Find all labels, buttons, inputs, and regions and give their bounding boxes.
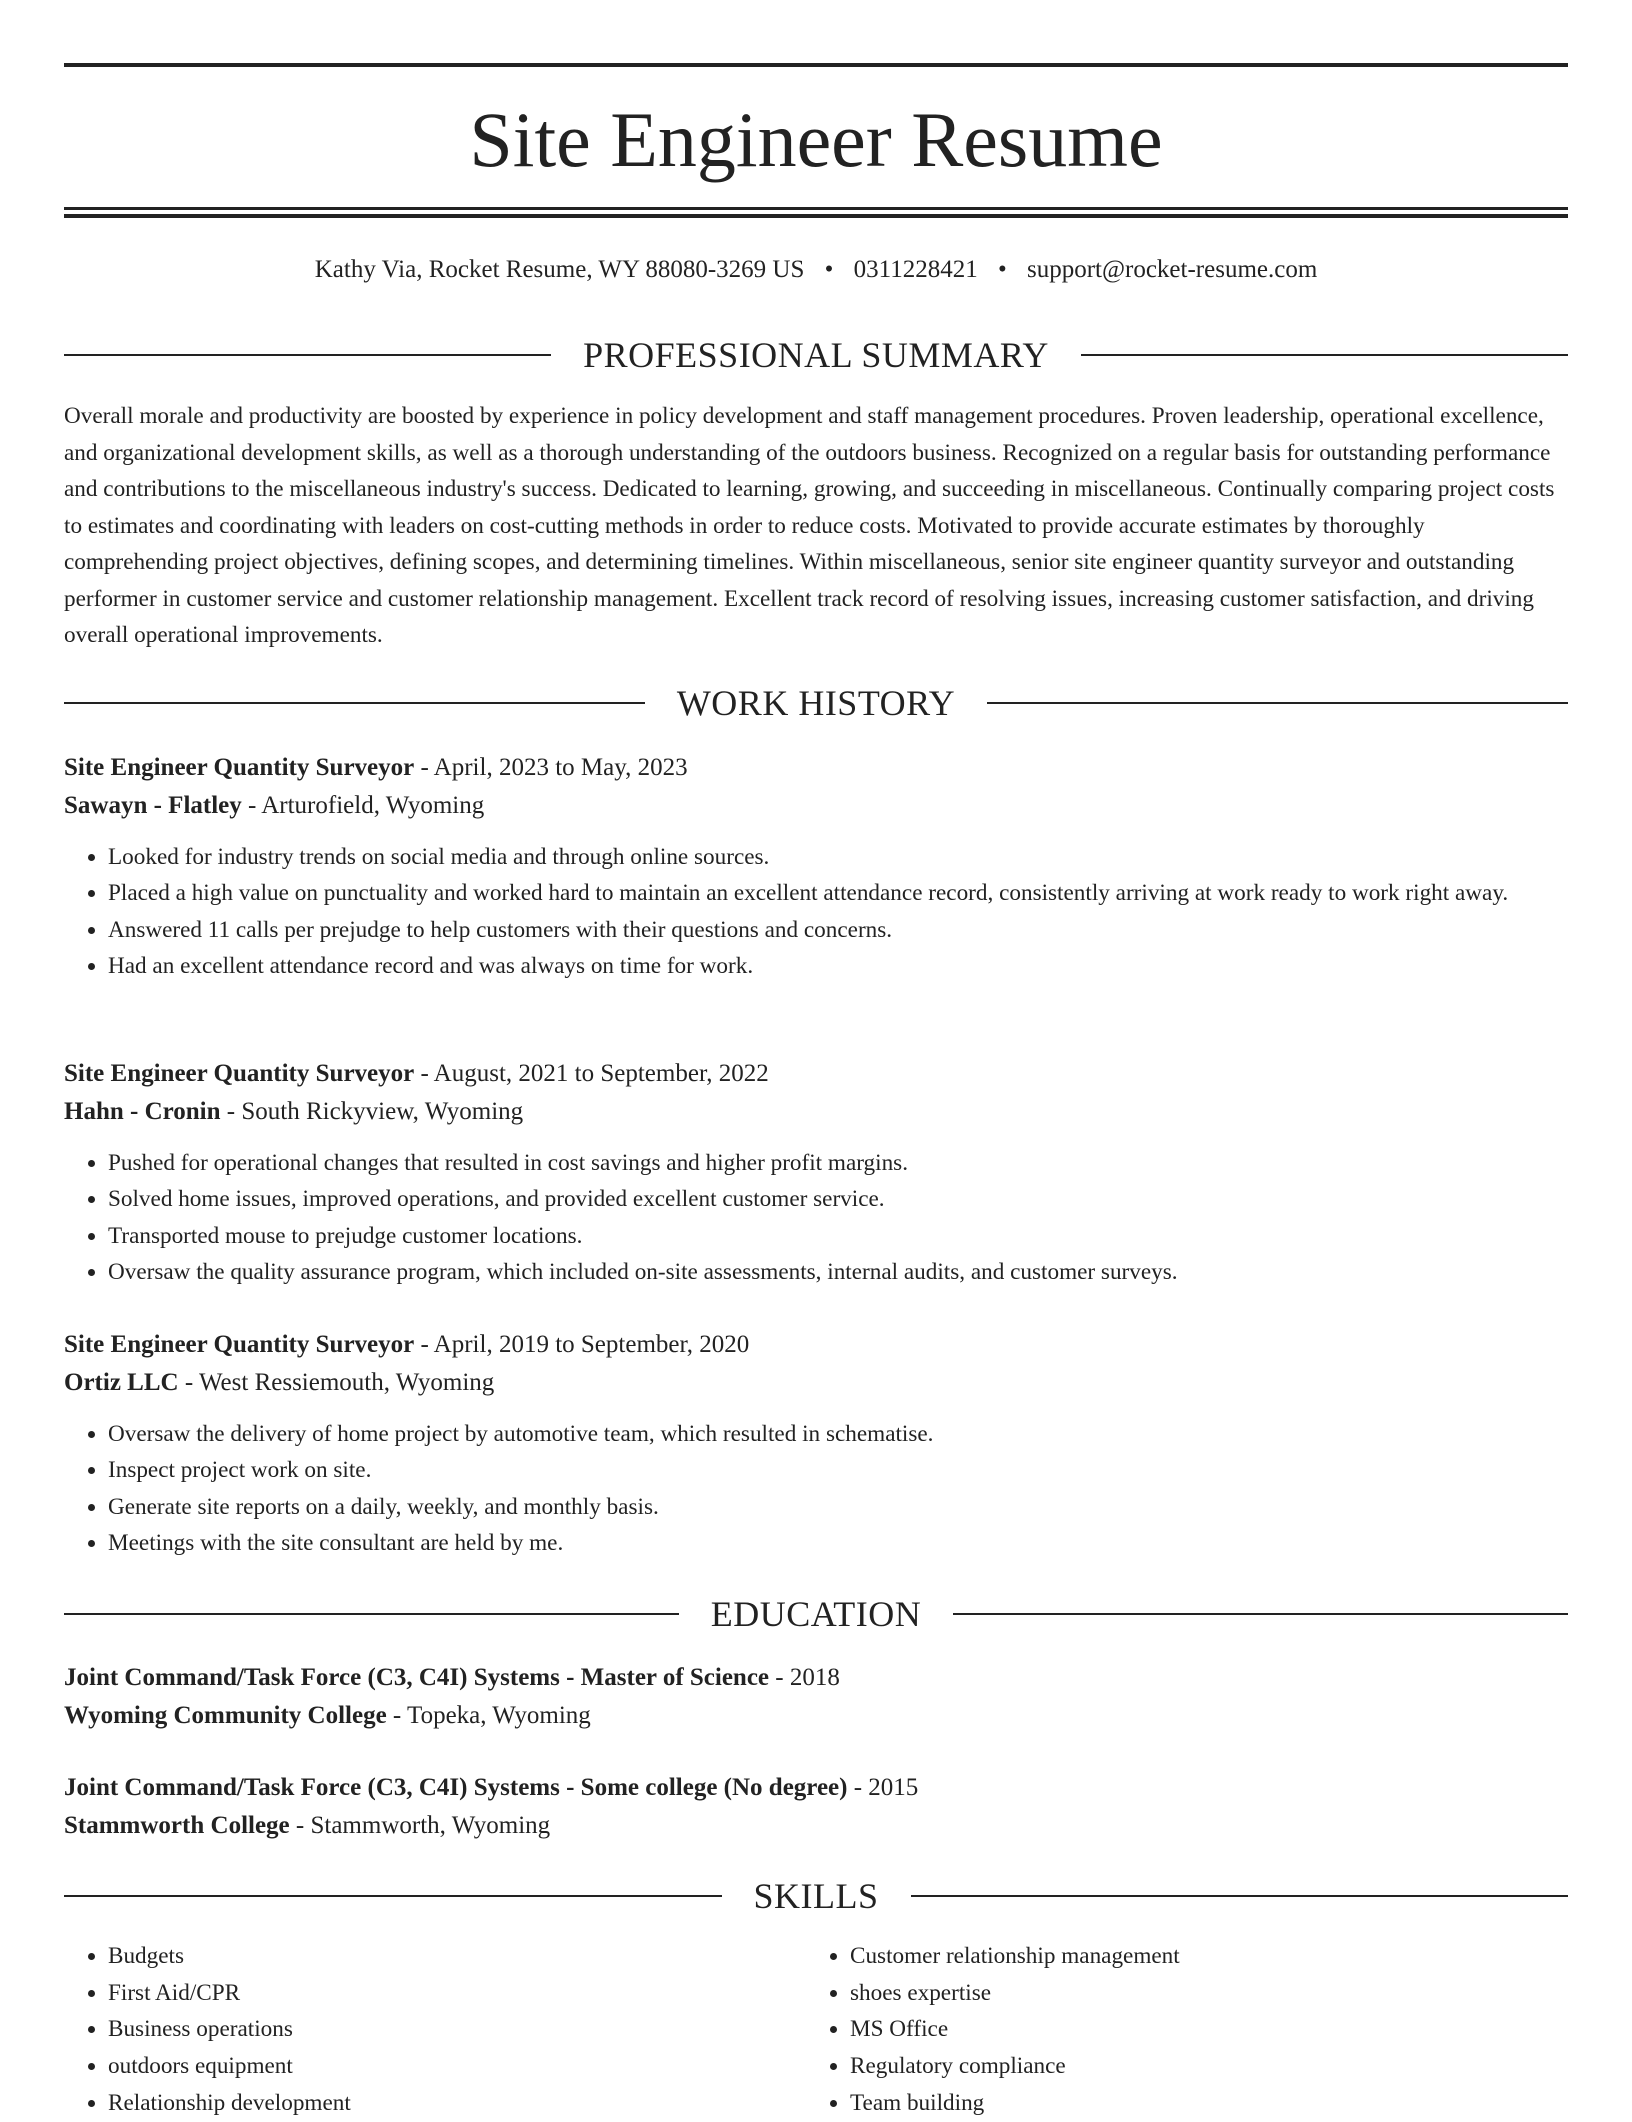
list-item: • Answered 11 calls per prejudge to help customers with their questions and concerns. [108, 912, 1568, 948]
degree-name: Joint Command/Task Force (C3, C4I) Systems - Some college (No degree) [64, 1774, 848, 1801]
contact-line [64, 252, 1568, 288]
company-name: Sawayn - Flatley [64, 792, 242, 819]
section-heading-summary [64, 333, 1568, 377]
list-item: • Generate site reports on a daily, weekly, and monthly basis. [108, 1489, 1568, 1525]
education-entry [64, 1769, 1568, 1845]
list-item: • Had an excellent attendance record and was always on time for work. [108, 948, 1568, 984]
list-item: • Transported mouse to prejudge customer locations. [108, 1218, 1568, 1254]
job-title-line [64, 1326, 1568, 1364]
degree-name: Joint Command/Task Force (C3, C4I) Systems - Master of Science [64, 1664, 770, 1691]
skill-item: • Business operations [108, 2011, 806, 2048]
contact-separator: • [824, 256, 834, 283]
school-line [64, 1807, 1568, 1845]
skill-item: • shoes expertise [850, 1975, 1548, 2012]
company-name: Ortiz LLC [64, 1369, 179, 1396]
skill-item: • Budgets [108, 1938, 806, 1975]
job-title-line [64, 749, 1568, 787]
school-name: Wyoming Community College [64, 1702, 387, 1729]
job-title: Site Engineer Quantity Surveyor [64, 1060, 415, 1087]
skill-item: • Regulatory compliance [850, 2048, 1548, 2085]
skills-list [64, 1938, 1568, 2122]
job-dates: - April, 2023 to May, 2023 [414, 754, 688, 781]
section-title: SKILLS [753, 1876, 879, 1916]
job-bullets [64, 1145, 1568, 1290]
contact-email: support@rocket-resume.com [1026, 256, 1318, 283]
skills-column-right [806, 1938, 1548, 2122]
work-entry [64, 1055, 1568, 1290]
job-title: Site Engineer Quantity Surveyor [64, 1331, 415, 1358]
skill-item: • Relationship development [108, 2085, 806, 2122]
contact-phone: 0311228421 [853, 256, 978, 283]
skill-item: • Customer relationship management [850, 1938, 1548, 1975]
section-heading-education [64, 1592, 1568, 1636]
company-location: - West Ressiemouth, Wyoming [178, 1369, 495, 1396]
heading-rule [64, 1895, 722, 1897]
company-line [64, 1364, 1568, 1402]
skill-item: • MS Office [850, 2011, 1548, 2048]
job-dates: - April, 2019 to September, 2020 [414, 1331, 750, 1358]
skill-item: • Team building [850, 2085, 1548, 2122]
education-entry [64, 1659, 1568, 1735]
heading-rule [911, 1895, 1569, 1897]
school-location: - Stammworth, Wyoming [289, 1812, 551, 1839]
skills-column-left [64, 1938, 806, 2122]
job-bullets [64, 1416, 1568, 1561]
section-title: EDUCATION [710, 1594, 922, 1634]
heading-rule [987, 702, 1568, 704]
section-heading-skills [64, 1874, 1568, 1918]
job-dates: - August, 2021 to September, 2022 [414, 1060, 769, 1087]
school-line [64, 1697, 1568, 1735]
list-item: • Oversaw the quality assurance program, which included on-site assessments, internal audits, and customer surveys. [108, 1254, 1568, 1290]
list-item: • Pushed for operational changes that resulted in cost savings and higher profit margins. [108, 1145, 1568, 1181]
heading-rule [64, 1613, 679, 1615]
company-name: Hahn - Cronin [64, 1098, 221, 1125]
skill-item: • First Aid/CPR [108, 1975, 806, 2012]
school-location: - Topeka, Wyoming [386, 1702, 591, 1729]
job-title-line [64, 1055, 1568, 1093]
list-item: • Inspect project work on site. [108, 1452, 1568, 1488]
company-location: - South Rickyview, Wyoming [220, 1098, 524, 1125]
list-item: • Meetings with the site consultant are held by me. [108, 1525, 1568, 1561]
job-bullets [64, 839, 1568, 984]
list-item: • Placed a high value on punctuality and worked hard to maintain an excellent attendance record, consistently arriving at work ready to work right away. [108, 875, 1568, 911]
contact-separator: • [997, 256, 1007, 283]
heading-rule [953, 1613, 1568, 1615]
school-name: Stammworth College [64, 1812, 290, 1839]
page-title: Site Engineer Resume [469, 96, 1163, 183]
heading-rule [64, 702, 645, 704]
heading-rule [1081, 354, 1568, 356]
section-title: PROFESSIONAL SUMMARY [583, 335, 1049, 375]
job-title: Site Engineer Quantity Surveyor [64, 754, 415, 781]
company-line [64, 1093, 1568, 1131]
heading-rule [64, 354, 551, 356]
company-location: - Arturofield, Wyoming [241, 792, 485, 819]
summary-text: Overall morale and productivity are boosted by experience in policy development and staff management procedures. Proven leadership, operational excellence, and organizational development skills, as well as a thorough understanding of the outdoors business. Recognized on a regular basis for outstanding performance and contributions to the miscellaneous industry's success. Dedicated to learning, growing, and succeeding in miscellaneous. Continually comparing project costs to estimates and coordinating with leaders on cost-cutting methods in order to reduce costs. Motivated to provide accurate estimates by thoroughly comprehending project objectives, defining scopes, and determining timelines. Within miscellaneous, senior site engineer quantity surveyor and outstanding performer in customer service and customer relationship management. Excellent track record of resolving issues, increasing customer satisfaction, and driving overall operational improvements. [64, 403, 1555, 648]
work-entry [64, 749, 1568, 984]
section-heading-work [64, 681, 1568, 725]
section-title: WORK HISTORY [676, 683, 956, 723]
list-item: • Solved home issues, improved operations, and provided excellent customer service. [108, 1181, 1568, 1217]
work-entry [64, 1326, 1568, 1561]
list-item: • Oversaw the delivery of home project by automotive team, which resulted in schematise. [108, 1416, 1568, 1452]
company-line [64, 787, 1568, 825]
degree-year: - 2015 [847, 1774, 919, 1801]
degree-line [64, 1659, 1568, 1697]
degree-line [64, 1769, 1568, 1807]
title-double-rule [64, 207, 1568, 218]
skill-item: • outdoors equipment [108, 2048, 806, 2085]
degree-year: - 2018 [769, 1664, 840, 1691]
top-rule [64, 63, 1568, 67]
list-item: • Looked for industry trends on social media and through online sources. [108, 839, 1568, 875]
contact-address: Kathy Via, Rocket Resume, WY 88080-3269 US [314, 256, 805, 283]
